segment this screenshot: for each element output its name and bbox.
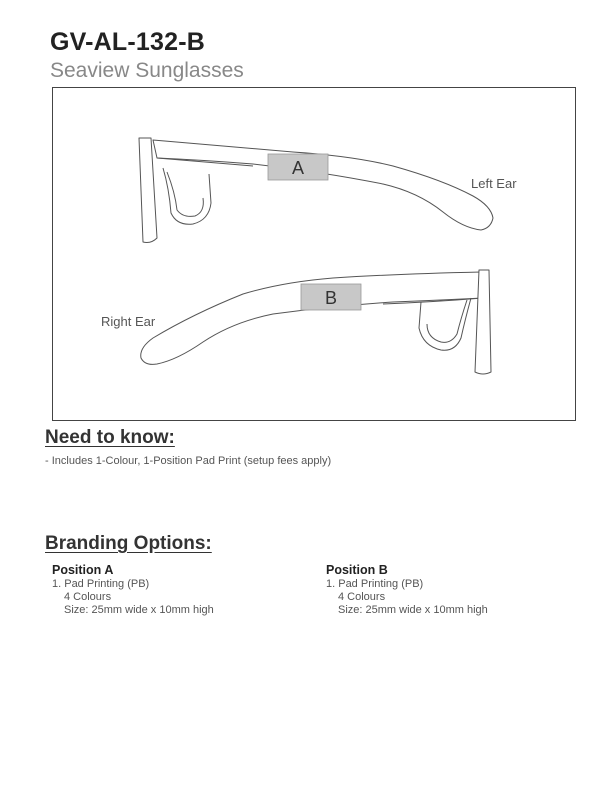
position-b-colours: 4 Colours: [338, 591, 386, 603]
left-frame-front: [139, 138, 157, 243]
sunglasses-diagram: [52, 87, 576, 421]
product-code: GV-AL-132-B: [50, 28, 206, 56]
position-b-block: [326, 563, 488, 617]
right-ear-label: Right Ear: [101, 314, 156, 329]
position-b-size: Size: 25mm wide x 10mm high: [338, 604, 488, 616]
product-name: Seaview Sunglasses: [50, 59, 244, 82]
need-to-know-heading: Need to know:: [45, 427, 175, 448]
position-b-method: 1. Pad Printing (PB): [326, 578, 424, 590]
left-ear-label: Left Ear: [471, 176, 517, 191]
position-a-block: [52, 563, 214, 617]
position-b-title: Position B: [326, 563, 388, 577]
print-area-b-label: B: [324, 288, 338, 308]
position-a-size: Size: 25mm wide x 10mm high: [64, 604, 214, 616]
need-to-know-note: - Includes 1-Colour, 1-Position Pad Print (setup fees apply): [45, 455, 332, 467]
left-temple-arm: [153, 140, 493, 230]
position-a-title: Position A: [52, 563, 114, 577]
branding-options-heading: Branding Options:: [45, 533, 212, 554]
position-a-method: 1. Pad Printing (PB): [52, 578, 150, 590]
position-a-colours: 4 Colours: [64, 591, 112, 603]
print-area-a-label: A: [291, 158, 305, 178]
